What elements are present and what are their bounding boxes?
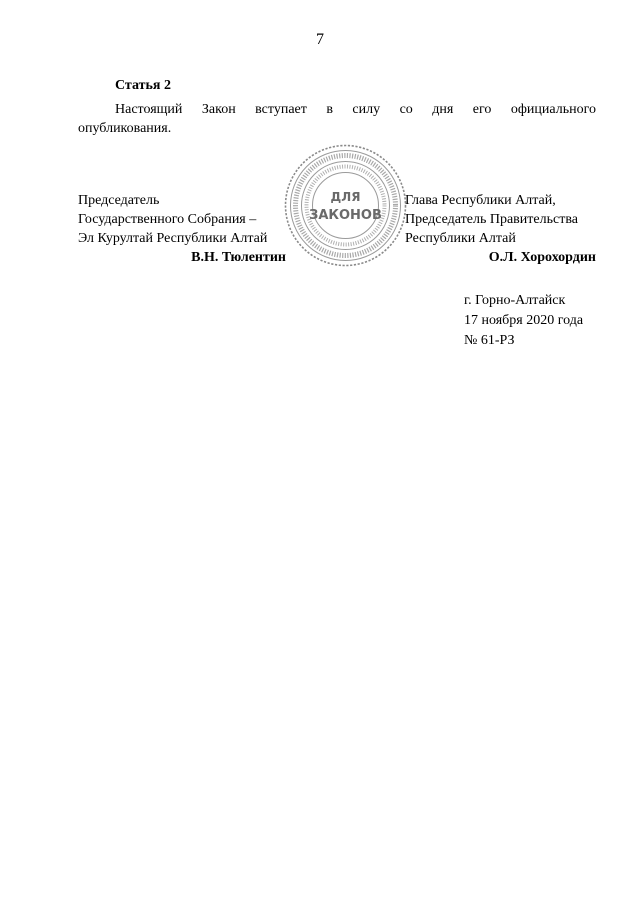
signature-right-title-3: Республики Алтай — [405, 231, 516, 246]
official-seal — [283, 143, 408, 268]
seal-text-bottom: ЗАКОНОВ — [309, 208, 382, 223]
signature-right-name: О.Л. Хорохордин — [488, 250, 596, 265]
signature-left-title-2: Государственного Собрания – — [78, 212, 257, 227]
article-text-line-2: опубликования. — [78, 121, 172, 136]
signature-left-title-1: Председатель — [78, 193, 160, 208]
place-city: г. Горно-Алтайск — [464, 293, 566, 308]
place-date-block — [464, 291, 583, 351]
signature-block-left — [78, 191, 286, 267]
page-number: 7 — [316, 31, 324, 48]
article-body — [78, 100, 596, 138]
signature-block-right — [405, 191, 596, 267]
signature-right-title-1: Глава Республики Алтай, — [405, 193, 556, 208]
law-number: № 61-РЗ — [464, 333, 515, 348]
signature-left-name: В.Н. Тюлентин — [191, 250, 286, 265]
article-heading: Статья 2 — [115, 78, 171, 93]
signature-left-title-3: Эл Курултай Республики Алтай — [78, 231, 268, 246]
article-text-line-1: Настоящий Закон вступает в силу со дня его официального — [115, 102, 596, 117]
law-date: 17 ноября 2020 года — [464, 313, 584, 328]
signature-right-title-2: Председатель Правительства — [405, 212, 578, 227]
seal-text-top: ДЛЯ — [330, 190, 361, 204]
seal-graphic — [283, 143, 408, 268]
